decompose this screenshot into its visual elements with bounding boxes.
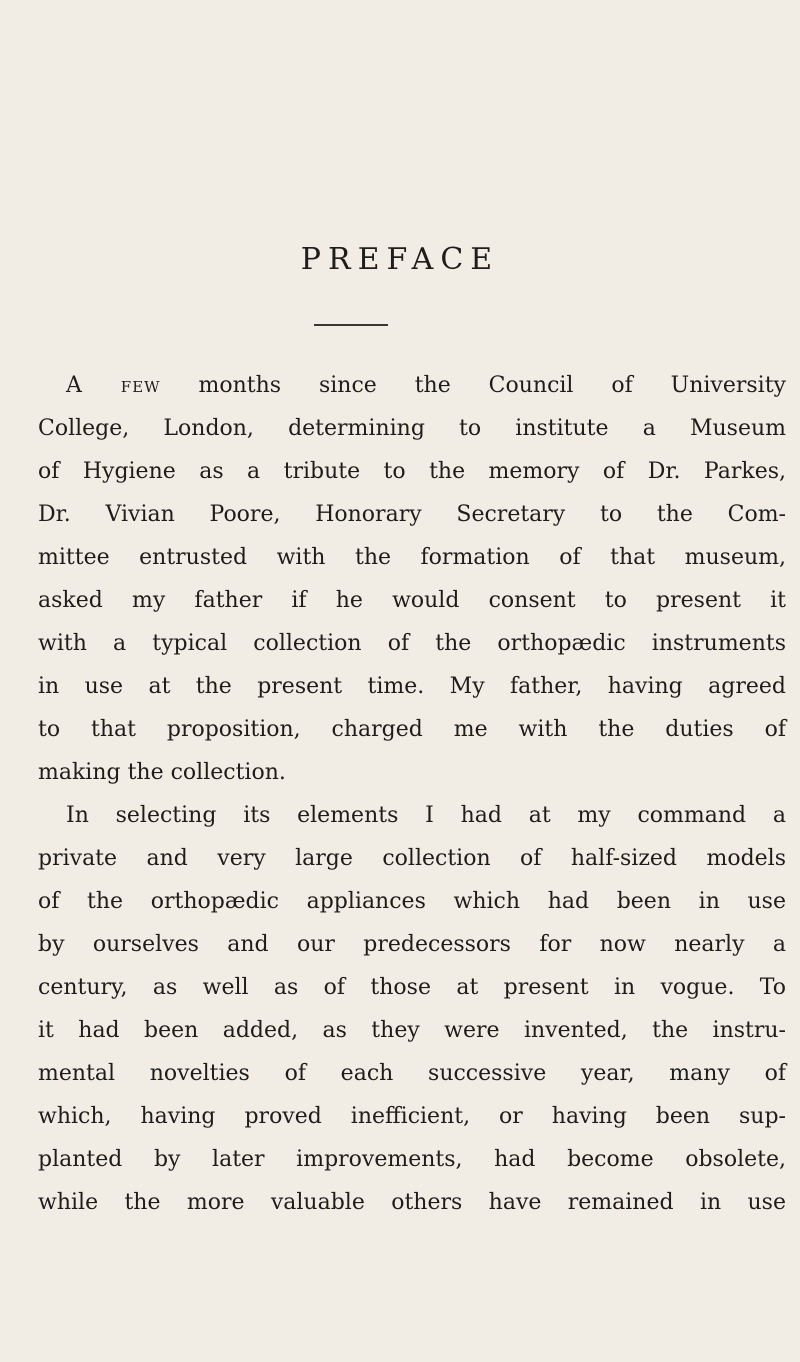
text-line [38, 364, 786, 407]
text-line: century, as well as of those at present in vogue. To [38, 975, 786, 1000]
text-line: of the orthopædic appliances which had been in use [38, 889, 786, 914]
paragraph-1 [38, 364, 786, 794]
text-line: In selecting its elements I had at my command a [66, 803, 786, 828]
drop-initial: A [66, 373, 82, 398]
text-line: with a typical collection of the orthopædic instruments [38, 631, 786, 656]
text-line: by ourselves and our predecessors for now nearly a [38, 932, 786, 957]
text-line: of Hygiene as a tribute to the memory of Dr. Parkes, [38, 459, 786, 484]
text-line: planted by later improvements, had become obsolete, [38, 1147, 786, 1172]
small-caps-word: few [81, 373, 161, 398]
preface-text [38, 364, 786, 1224]
text-line: mittee entrusted with the formation of that museum, [38, 545, 786, 570]
text-line: to that proposition, charged me with the duties of [38, 717, 786, 742]
text-line: College, London, determining to institute a Museum [38, 416, 786, 441]
text-line: mental novelties of each successive year, many of [38, 1061, 786, 1086]
line-text: months since the Council of University [160, 373, 786, 398]
text-line: it had been added, as they were invented, the instru- [38, 1018, 786, 1043]
page-title: PREFACE [300, 242, 500, 277]
text-line: asked my father if he would consent to present it [38, 588, 786, 613]
text-line: private and very large collection of half-sized models [38, 846, 786, 871]
text-line: while the more valuable others have remained in use [38, 1190, 786, 1215]
text-line: Dr. Vivian Poore, Honorary Secretary to the Com- [38, 502, 786, 527]
text-line: which, having proved inefficient, or having been sup- [38, 1104, 786, 1129]
text-line: in use at the present time. My father, having agreed [38, 674, 786, 699]
text-line: making the collection. [38, 760, 286, 785]
title-rule [314, 324, 388, 326]
paragraph-2 [38, 794, 786, 1224]
